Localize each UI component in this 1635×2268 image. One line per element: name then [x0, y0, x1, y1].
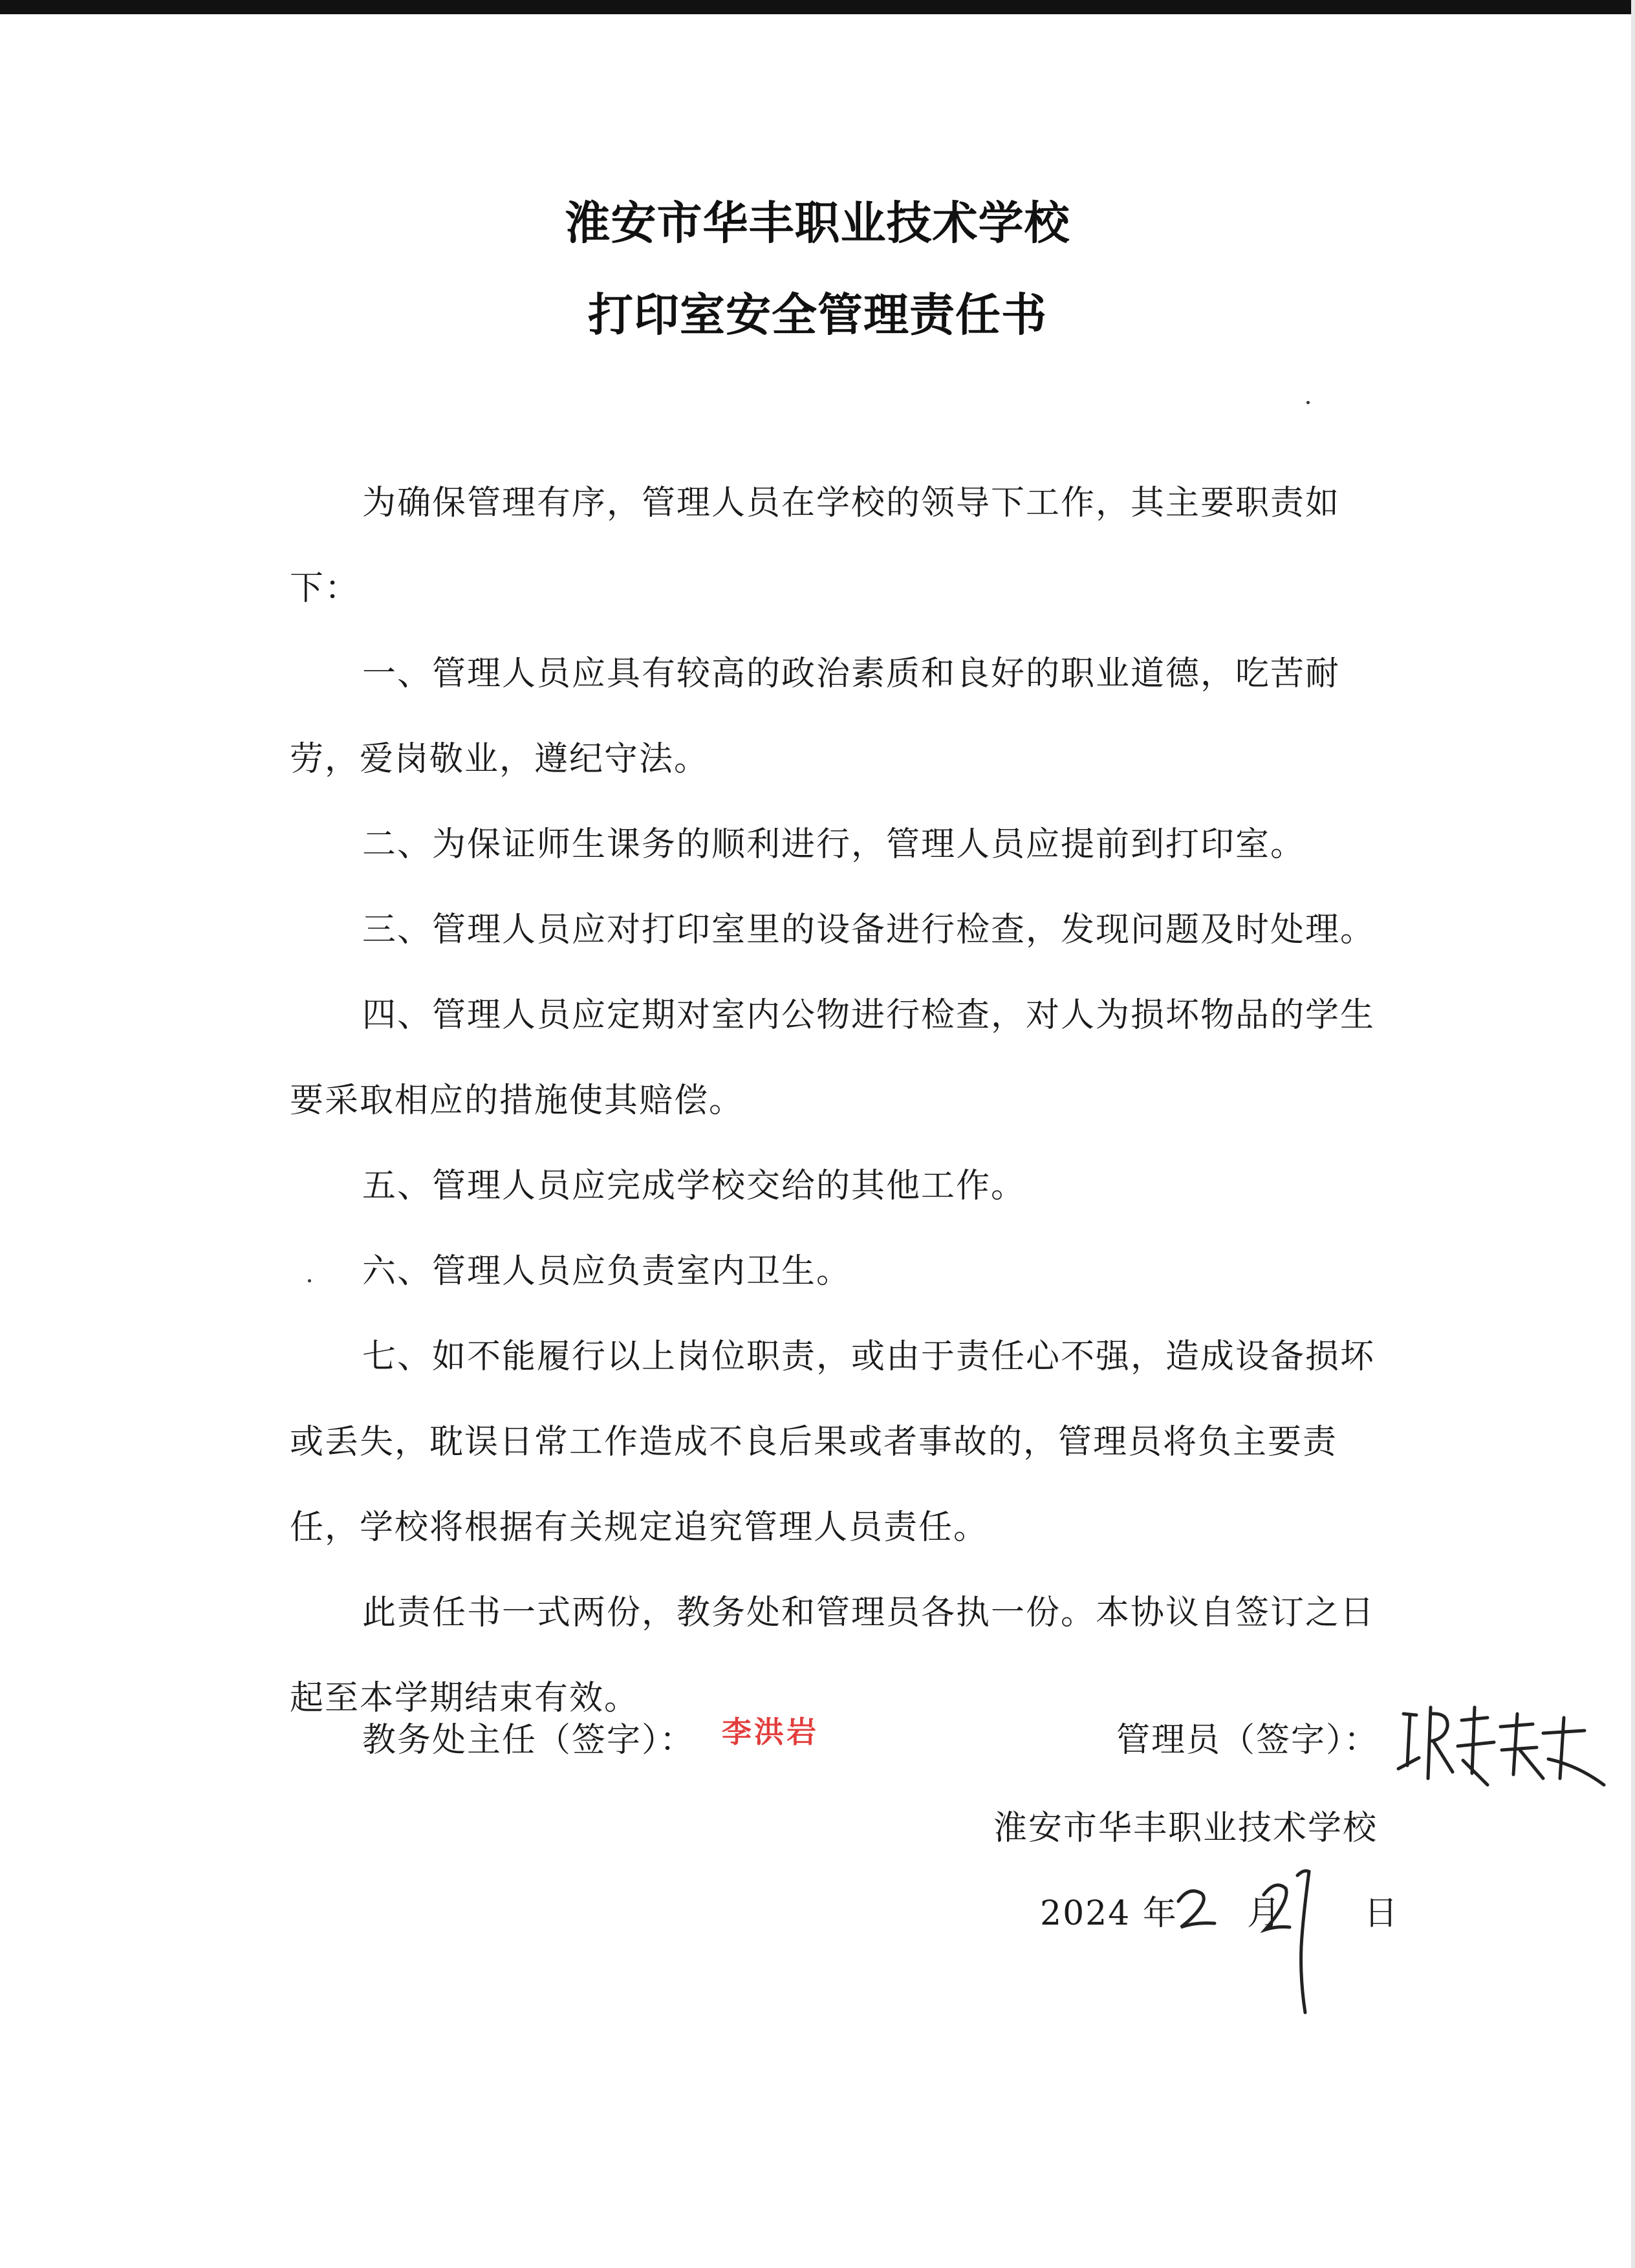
scan-speck	[1306, 401, 1310, 404]
clause-4: 四、管理人员应定期对室内公物进行检查，对人为损坏物品的学生要采取相应的措施使其赔偿。	[290, 996, 1376, 1120]
admin-handwritten-signature	[1391, 1688, 1610, 1791]
clause-6: 六、管理人员应负责室内卫生。	[362, 1252, 852, 1291]
scan-speck	[308, 1279, 311, 1282]
clause-1: 一、管理人员应具有较高的政治素质和良好的职业道德，吃苦耐劳，爱岗敬业，遵纪守法。	[290, 654, 1341, 779]
document-title: 打印室安全管理责任书	[588, 288, 1047, 341]
footer-school-name: 淮安市华丰职业技术学校	[993, 1809, 1378, 1848]
handwritten-day-21	[1259, 1863, 1323, 2018]
scan-edge-right	[1631, 0, 1635, 2268]
clause-3: 三、管理人员应对打印室里的设备进行检查，发现问题及时处理。	[362, 911, 1376, 949]
date-day-label: 日	[1364, 1894, 1400, 1933]
closing-paragraph: 此责任书一式两份，教务处和管理员各执一份。本协议自签订之日起至本学期结束有效。	[290, 1593, 1376, 1718]
document-body	[290, 460, 1402, 1741]
clause-7: 七、如不能履行以上岗位职责，或由于责任心不强，造成设备损坏或丢失，耽误日常工作造成不良后果或者事故的，管理员将负主要责任，学校将根据有关规定追究管理人员责任。	[290, 1337, 1376, 1547]
date-month-label: 月	[1246, 1894, 1282, 1933]
director-signature-label: 教务处主任（签字）：	[362, 1721, 695, 1760]
date-year: 2024 年	[1040, 1894, 1178, 1933]
handwritten-month-2	[1169, 1882, 1221, 1934]
scan-edge-top	[0, 0, 1635, 14]
intro-paragraph: 为确保管理有序，管理人员在学校的领导下工作，其主要职责如下：	[290, 484, 1341, 608]
document-header	[0, 197, 1635, 341]
admin-signature-label: 管理员（签字）：	[1116, 1721, 1380, 1760]
clause-2: 二、为保证师生课务的顺利进行，管理人员应提前到打印室。	[362, 825, 1306, 864]
school-title: 淮安市华丰职业技术学校	[565, 197, 1070, 250]
director-name-stamp: 李洪岩	[722, 1714, 819, 1749]
clause-5: 五、管理人员应完成学校交给的其他工作。	[362, 1167, 1026, 1205]
